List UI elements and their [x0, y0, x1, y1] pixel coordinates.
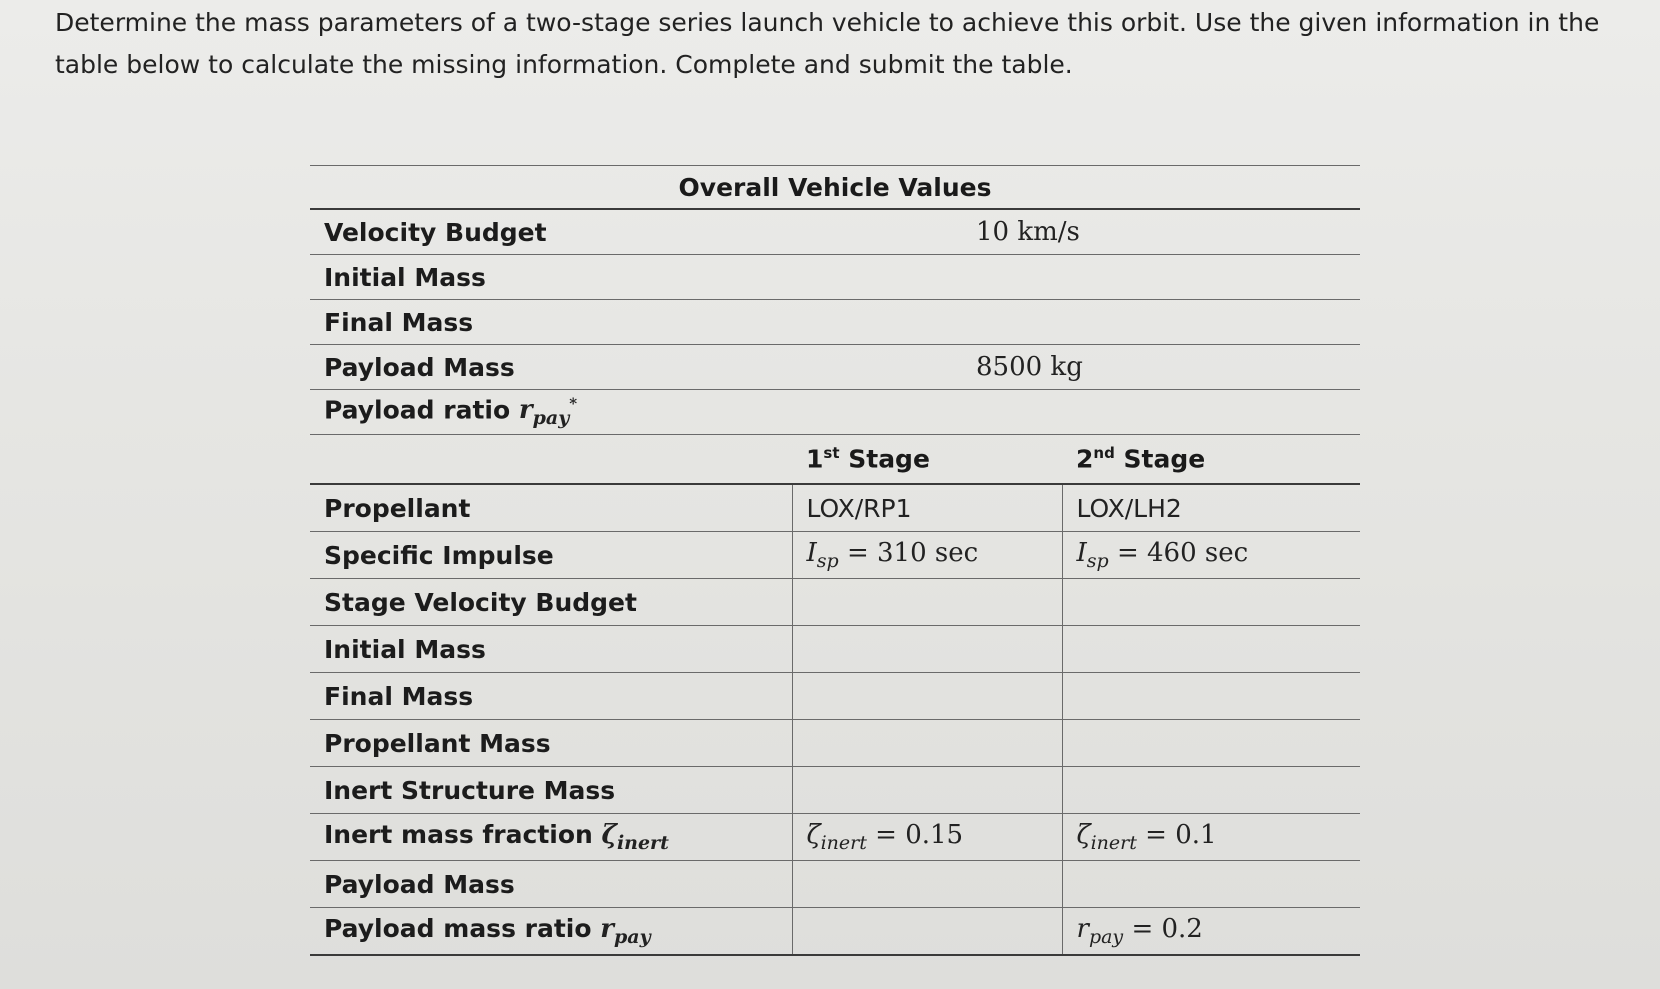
row-label: Final Mass: [310, 300, 792, 345]
stage1-propellant-mass[interactable]: [792, 720, 1062, 767]
instructions-text: Determine the mass parameters of a two-stage series launch vehicle to achieve this orbit. Use the given information in the table below to calculate the missing information. Complete and submit the table.: [55, 8, 1600, 79]
stage-row-payload-mass-ratio: [310, 908, 1360, 956]
stage-row-propellant: [310, 484, 1360, 532]
row-label: Payload Mass: [310, 861, 792, 908]
stage1-header: 1st Stage: [792, 435, 1062, 485]
mass-parameters-table: [310, 165, 1360, 956]
stage2-header: 2nd Stage: [1062, 435, 1360, 485]
overall-row-payload-ratio: [310, 390, 1360, 435]
stage2-inert-structure-mass[interactable]: [1062, 767, 1360, 814]
stage1-velocity-budget[interactable]: [792, 579, 1062, 626]
stage2-propellant-mass[interactable]: [1062, 720, 1360, 767]
stage-row-initial-mass: [310, 626, 1360, 673]
row-label: Specific Impulse: [310, 532, 792, 579]
row-label: Velocity Budget: [310, 209, 792, 255]
row-label: Initial Mass: [310, 626, 792, 673]
stage1-propellant: LOX/RP1: [792, 484, 1062, 532]
stage1-initial-mass[interactable]: [792, 626, 1062, 673]
overall-row-payload-mass: [310, 345, 1360, 390]
overall-row-velocity-budget: [310, 209, 1360, 255]
initial-mass-value[interactable]: [792, 255, 1360, 300]
stage-row-specific-impulse: [310, 532, 1360, 579]
overall-row-initial-mass: [310, 255, 1360, 300]
stage-row-propellant-mass: [310, 720, 1360, 767]
stage-row-final-mass: [310, 673, 1360, 720]
payload-ratio-value[interactable]: [792, 390, 1360, 435]
row-label: Propellant: [310, 484, 792, 532]
stage1-payload-ratio[interactable]: [792, 908, 1062, 956]
row-label: Payload mass ratio $r_{pay}$: [310, 908, 792, 956]
overall-header: Overall Vehicle Values: [310, 166, 1360, 210]
stage1-final-mass[interactable]: [792, 673, 1062, 720]
final-mass-value[interactable]: [792, 300, 1360, 345]
payload-mass-value: 8500 kg: [792, 345, 1360, 390]
stage2-initial-mass[interactable]: [1062, 626, 1360, 673]
stage2-final-mass[interactable]: [1062, 673, 1360, 720]
stage1-isp: $I_{sp} = 310$ sec: [792, 532, 1062, 579]
velocity-budget-value: 10 km/s: [792, 209, 1360, 255]
row-label: Inert Structure Mass: [310, 767, 792, 814]
stage-row-inert-mass-fraction: [310, 814, 1360, 861]
row-label: Final Mass: [310, 673, 792, 720]
stage2-velocity-budget[interactable]: [1062, 579, 1360, 626]
stage1-inert-structure-mass[interactable]: [792, 767, 1062, 814]
stage-row-payload-mass: [310, 861, 1360, 908]
overall-row-final-mass: [310, 300, 1360, 345]
stage1-inert-fraction: $\zeta_{inert} = 0.15$: [792, 814, 1062, 861]
stage-header-row: [310, 435, 1360, 485]
row-label: Propellant Mass: [310, 720, 792, 767]
row-label: Initial Mass: [310, 255, 792, 300]
row-label: Inert mass fraction $\zeta_{inert}$: [310, 814, 792, 861]
row-label: Stage Velocity Budget: [310, 579, 792, 626]
stage2-payload-mass[interactable]: [1062, 861, 1360, 908]
stage2-payload-ratio: $r_{pay} = 0.2$: [1062, 908, 1360, 956]
stage1-payload-mass[interactable]: [792, 861, 1062, 908]
stage-row-inert-structure-mass: [310, 767, 1360, 814]
overall-header-row: [310, 166, 1360, 210]
stage-row-velocity-budget: [310, 579, 1360, 626]
stage2-isp: $I_{sp} = 460$ sec: [1062, 532, 1360, 579]
row-label: Payload Mass: [310, 345, 792, 390]
row-label: Payload ratio $r_{pay}^*$: [310, 390, 792, 435]
stage2-inert-fraction: $\zeta_{inert} = 0.1$: [1062, 814, 1360, 861]
stage2-propellant: LOX/LH2: [1062, 484, 1360, 532]
stage-header-blank: [310, 435, 792, 485]
